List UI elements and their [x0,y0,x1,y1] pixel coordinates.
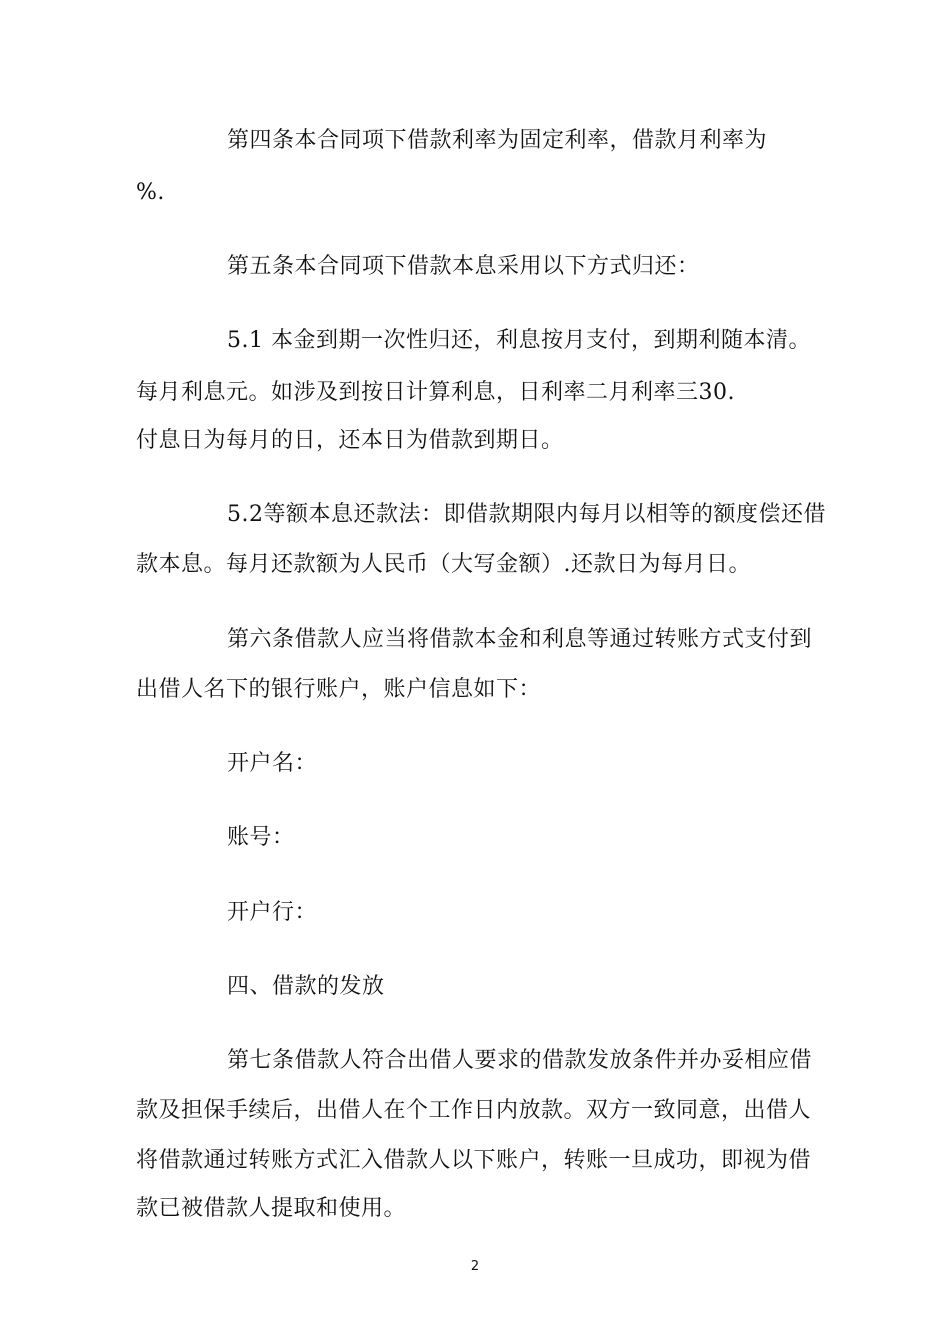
paragraph-line: 5.2等额本息还款法：即借款期限内每月以相等的额度偿还借 [227,502,826,527]
paragraph-line: 款已被借款人提取和使用。 [136,1196,407,1221]
paragraph-line: 5.1 本金到期一次性归还，利息按月支付，到期利随本清。 [227,328,811,353]
paragraph-line: 开户名： [227,751,318,776]
paragraph-line: 款及担保手续后，出借人在个工作日内放款。双方一致同意，出借人 [136,1098,812,1123]
section-heading: 四、借款的发放 [227,974,385,999]
paragraph-line: %. [136,180,165,205]
paragraph-line: 每月利息元。如涉及到按日计算利息，日利率二月利率三30. [136,380,735,405]
paragraph-line: 第七条借款人符合出借人要求的借款发放条件并办妥相应借 [227,1048,813,1073]
paragraph-line: 出借人名下的银行账户，账户信息如下： [136,677,542,702]
paragraph-line: 账号： [227,825,295,850]
paragraph-line: 第五条本合同项下借款本息采用以下方式归还： [227,254,700,279]
paragraph-line: 将借款通过转账方式汇入借款人以下账户，转账一旦成功，即视为借 [136,1148,812,1173]
paragraph-line: 第六条借款人应当将借款本金和利息等通过转账方式支付到 [227,627,813,652]
paragraph-line: 第四条本合同项下借款利率为固定利率，借款月利率为 [227,128,768,153]
paragraph-line: 款本息。每月还款额为人民币（大写金额）.还款日为每月日。 [136,552,751,577]
paragraph-line: 开户行： [227,900,318,925]
paragraph-line: 付息日为每月的日，还本日为借款到期日。 [136,428,564,453]
page-number: 2 [470,1259,480,1274]
